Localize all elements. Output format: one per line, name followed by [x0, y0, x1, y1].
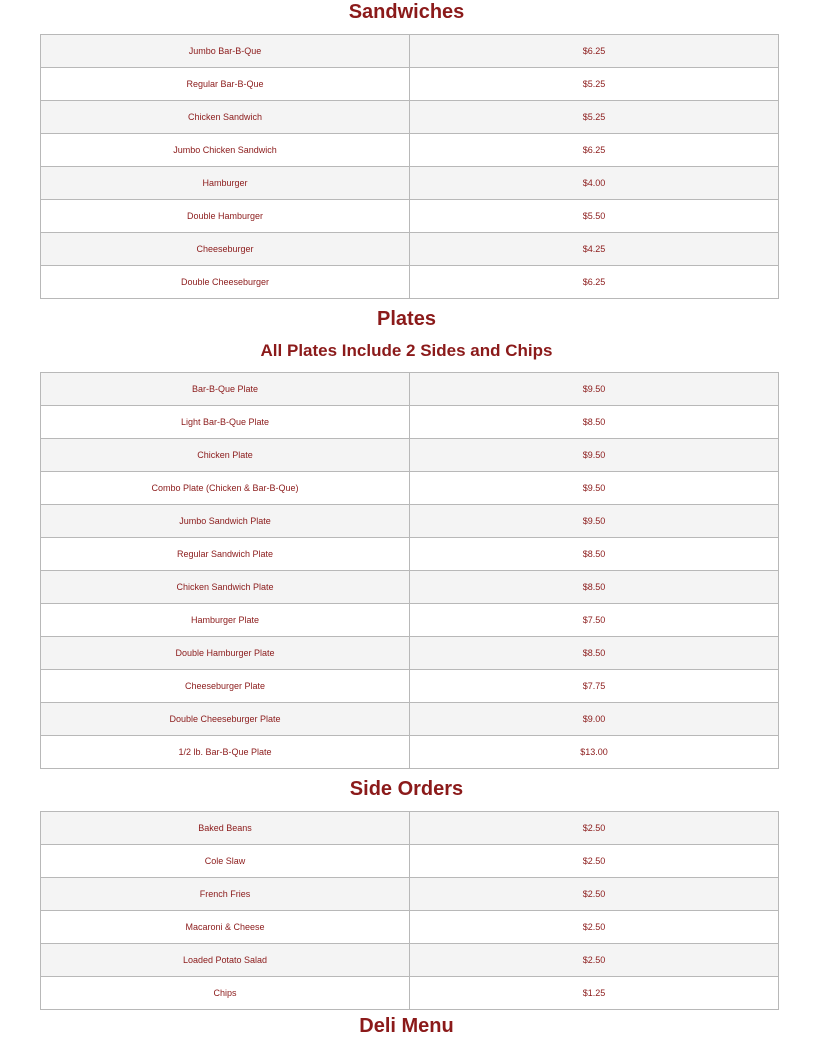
item-price: $2.50	[410, 911, 779, 944]
item-price: $8.50	[410, 406, 779, 439]
item-name: Hamburger Plate	[41, 604, 410, 637]
item-price: $8.50	[410, 637, 779, 670]
item-price: $5.25	[410, 101, 779, 134]
item-name: Cheeseburger	[41, 233, 410, 266]
item-name: Chicken Plate	[41, 439, 410, 472]
item-price: $9.50	[410, 505, 779, 538]
item-name: Jumbo Bar-B-Que	[41, 35, 410, 68]
item-name: Double Cheeseburger Plate	[41, 703, 410, 736]
menu-row	[41, 812, 779, 845]
item-name: French Fries	[41, 878, 410, 911]
item-name: Macaroni & Cheese	[41, 911, 410, 944]
item-name: Regular Bar-B-Que	[41, 68, 410, 101]
item-name: Loaded Potato Salad	[41, 944, 410, 977]
menu-row	[41, 233, 779, 266]
item-price: $9.50	[410, 439, 779, 472]
item-name: Combo Plate (Chicken & Bar-B-Que)	[41, 472, 410, 505]
item-price: $1.25	[410, 977, 779, 1010]
item-price: $8.50	[410, 571, 779, 604]
menu-row	[41, 944, 779, 977]
item-name: Regular Sandwich Plate	[41, 538, 410, 571]
item-price: $2.50	[410, 812, 779, 845]
menu-row	[41, 571, 779, 604]
item-name: Cheeseburger Plate	[41, 670, 410, 703]
menu-row	[41, 670, 779, 703]
item-name: Chips	[41, 977, 410, 1010]
menu-row	[41, 134, 779, 167]
menu-row	[41, 911, 779, 944]
item-price: $6.25	[410, 134, 779, 167]
menu-row	[41, 101, 779, 134]
plates-subheading: All Plates Include 2 Sides and Chips	[260, 341, 553, 360]
deli-menu-heading: Deli Menu	[359, 1015, 454, 1037]
item-price: $9.50	[410, 373, 779, 406]
item-name: Chicken Sandwich	[41, 101, 410, 134]
item-price: $2.50	[410, 944, 779, 977]
item-name: Double Hamburger Plate	[41, 637, 410, 670]
item-name: Cole Slaw	[41, 845, 410, 878]
menu-row	[41, 68, 779, 101]
item-price: $5.25	[410, 68, 779, 101]
sandwiches-heading: Sandwiches	[348, 1, 465, 23]
menu-row	[41, 472, 779, 505]
menu-row	[41, 200, 779, 233]
item-price: $8.50	[410, 538, 779, 571]
plates-table	[40, 372, 779, 769]
item-price: $13.00	[410, 736, 779, 769]
item-price: $6.25	[410, 35, 779, 68]
item-price: $5.50	[410, 200, 779, 233]
item-name: Jumbo Chicken Sandwich	[41, 134, 410, 167]
menu-row	[41, 703, 779, 736]
menu-row	[41, 845, 779, 878]
item-price: $4.25	[410, 233, 779, 266]
item-price: $6.25	[410, 266, 779, 299]
item-name: Bar-B-Que Plate	[41, 373, 410, 406]
item-price: $2.50	[410, 878, 779, 911]
menu-row	[41, 878, 779, 911]
menu-row	[41, 439, 779, 472]
item-name: Double Hamburger	[41, 200, 410, 233]
menu-row	[41, 373, 779, 406]
menu-row	[41, 167, 779, 200]
menu-row	[41, 406, 779, 439]
item-name: Jumbo Sandwich Plate	[41, 505, 410, 538]
menu-row	[41, 736, 779, 769]
item-price: $2.50	[410, 845, 779, 878]
item-price: $9.50	[410, 472, 779, 505]
item-name: Hamburger	[41, 167, 410, 200]
menu-row	[41, 637, 779, 670]
plates-heading: Plates	[377, 308, 436, 330]
menu-row	[41, 977, 779, 1010]
item-name: 1/2 lb. Bar-B-Que Plate	[41, 736, 410, 769]
item-name: Chicken Sandwich Plate	[41, 571, 410, 604]
item-name: Baked Beans	[41, 812, 410, 845]
menu-row	[41, 538, 779, 571]
item-name: Light Bar-B-Que Plate	[41, 406, 410, 439]
item-name: Double Cheeseburger	[41, 266, 410, 299]
sandwiches-table	[40, 34, 779, 299]
menu-row	[41, 266, 779, 299]
menu-row	[41, 505, 779, 538]
item-price: $7.75	[410, 670, 779, 703]
item-price: $9.00	[410, 703, 779, 736]
menu-row	[41, 35, 779, 68]
menu-row	[41, 604, 779, 637]
item-price: $4.00	[410, 167, 779, 200]
item-price: $7.50	[410, 604, 779, 637]
side-orders-table	[40, 811, 779, 1010]
side-orders-heading: Side Orders	[349, 778, 464, 800]
